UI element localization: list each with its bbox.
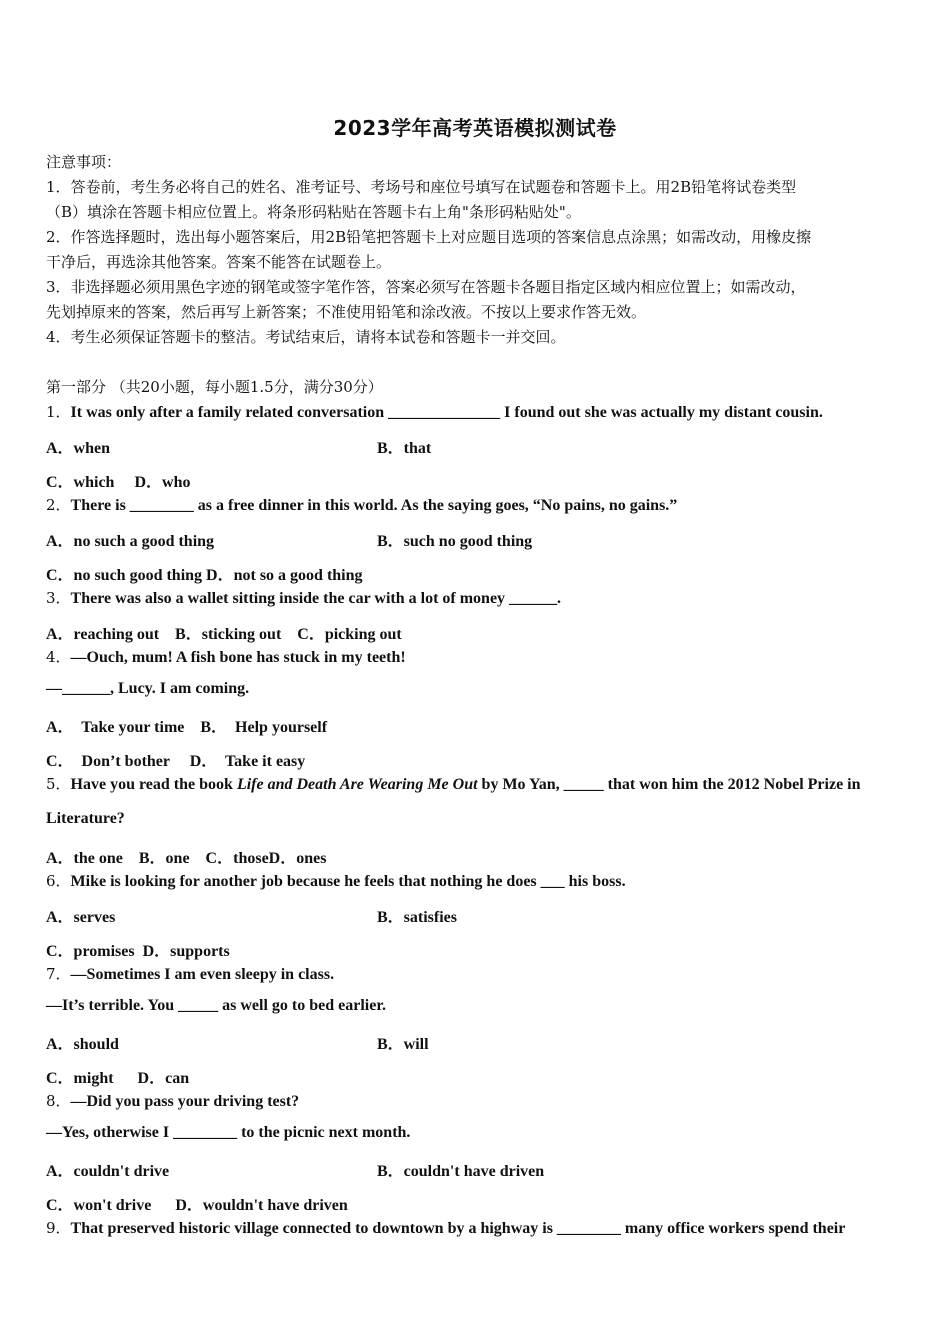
question-9: 9．That preserved historic village connected to downtown by a highway is ________ many office workers spend their <box>46 1219 846 1237</box>
q7-reply: —It’s terrible. You _____ as well go to bed earlier. <box>46 997 386 1014</box>
q1-option-a: A．when <box>46 440 111 457</box>
q4-reply: —______, Lucy. I am coming. <box>46 680 250 697</box>
q4-options-cd: C． Don’t bother D． Take it easy <box>46 753 306 770</box>
book-title: Life and Death Are Wearing Me Out <box>236 776 478 793</box>
instruction-line: 3．非选择题必须用黑色字迹的钢笔或签字笔作答，答案必须写在答题卡各题目指定区域内相应位置上；如需改动， <box>46 278 806 296</box>
question-3: 3．There was also a wallet sitting inside the car with a lot of money ______. <box>46 589 562 607</box>
instruction-line: 4．考生必须保证答题卡的整洁。考试结束后，请将本试卷和答题卡一并交回。 <box>46 328 566 346</box>
q7-option-b: B．will <box>377 1036 429 1053</box>
q5-options: A．the one B．one C．thoseD．ones <box>46 850 327 867</box>
q6-option-a: A．serves <box>46 909 116 926</box>
question-6: 6．Mike is looking for another job because he feels that nothing he does ___ his boss. <box>46 872 626 890</box>
q2-options-cd: C．no such good thing D．not so a good thing <box>46 567 363 584</box>
q8-reply: —Yes, otherwise I ________ to the picnic next month. <box>46 1124 411 1141</box>
q8-option-b: B．couldn't have driven <box>377 1163 545 1180</box>
question-5: 5．Have you read the book Life and Death Are Wearing Me Out by Mo Yan, _____ that won him the 2012 Nobel Prize in <box>46 775 861 793</box>
q1-options-cd: C．which D．who <box>46 474 191 491</box>
question-8: 8．—Did you pass your driving test? <box>46 1092 300 1110</box>
q7-options-cd: C．might D．can <box>46 1070 190 1087</box>
q6-options-cd: C．promises D．supports <box>46 943 230 960</box>
q2-option-b: B．such no good thing <box>377 533 533 550</box>
section-heading: 第一部分 （共20小题，每小题1.5分，满分30分） <box>46 378 383 396</box>
question-2: 2．There is ________ as a free dinner in this world. As the saying goes, “No pains, no gains.” <box>46 496 678 514</box>
q8-options-cd: C．won't drive D．wouldn't have driven <box>46 1197 348 1214</box>
q4-options-ab: A． Take your time B． Help yourself <box>46 719 328 736</box>
instruction-line: 先划掉原来的答案，然后再写上新答案；不准使用铅笔和涂改液。不按以上要求作答无效。 <box>46 303 647 321</box>
q1-option-b: B．that <box>377 440 432 457</box>
question-7: 7．—Sometimes I am even sleepy in class. <box>46 965 335 983</box>
q7-option-a: A．should <box>46 1036 119 1053</box>
instructions <box>46 150 906 350</box>
instructions-heading: 注意事项： <box>46 153 122 171</box>
page-title: 2023学年高考英语模拟测试卷 <box>333 116 617 140</box>
instruction-line: 干净后，再选涂其他答案。答案不能答在试题卷上。 <box>46 253 392 271</box>
question-5-continued: Literature? <box>46 810 125 827</box>
instruction-line: 2．作答选择题时，选出每小题答案后，用2B铅笔把答题卡上对应题目选项的答案信息点涂黑；如需改动，用橡皮擦 <box>46 228 812 246</box>
q3-options: A．reaching out B．sticking out C．picking out <box>46 626 402 643</box>
instruction-line: （B）填涂在答题卡相应位置上。将条形码粘贴在答题卡右上角"条形码粘贴处"。 <box>46 203 581 221</box>
q8-option-a: A．couldn't drive <box>46 1163 170 1180</box>
q2-option-a: A．no such a good thing <box>46 533 215 550</box>
question-4: 4．—Ouch, mum! A fish bone has stuck in my teeth! <box>46 648 406 666</box>
instruction-line: 1．答卷前，考生务必将自己的姓名、准考证号、考场号和座位号填写在试题卷和答题卡上。用2B铅笔将试卷类型 <box>46 178 797 196</box>
question-1: 1．It was only after a family related conversation ______________ I found out she was actually my distant cousin. <box>46 403 823 421</box>
q6-option-b: B．satisfies <box>377 909 458 926</box>
